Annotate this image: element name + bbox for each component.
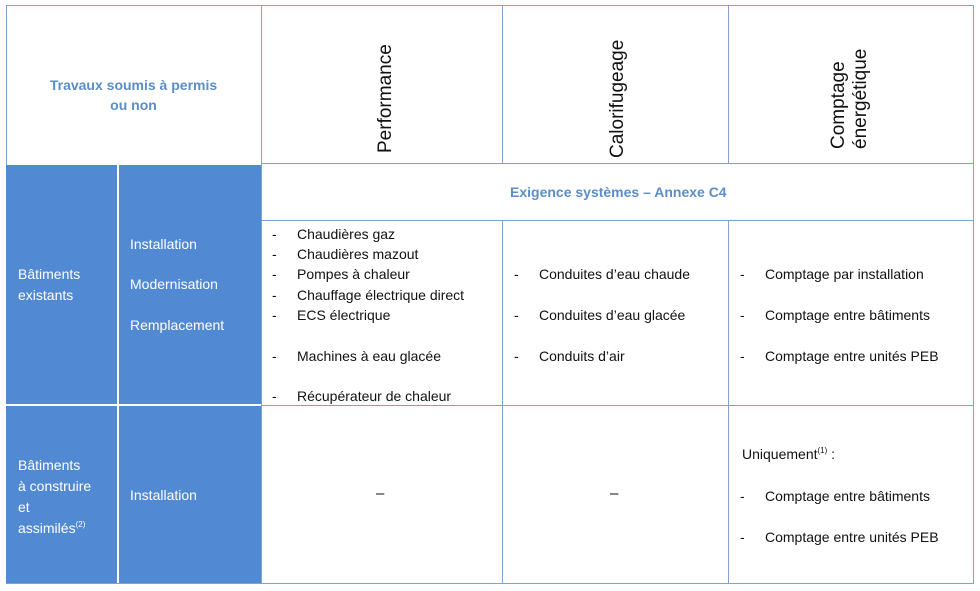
column-header-performance [375,23,397,153]
item-text: Comptage entre unités PEB [765,348,939,364]
row1-work-type-remplacement: Remplacement [130,317,225,333]
item-text: Chauffage électrique direct [297,287,465,303]
bullet: - [272,307,277,323]
row1-performance-item [272,306,390,324]
row1-performance-item [272,225,395,243]
item-text: Comptage entre unités PEB [765,529,939,545]
footnote-ref: (1) [817,446,828,455]
border-col-performance [261,5,262,584]
column-header-performance-label: Performance [375,44,396,153]
item-text: Récupérateur de chaleur [297,388,452,404]
footnote-ref: (2) [75,520,86,529]
item-text: Comptage entre bâtiments [765,307,930,323]
corner-title-line2: ou non [110,97,157,113]
row1-comptage-item [740,265,924,283]
side-divider-vertical [117,165,119,583]
item-text: ECS électrique [297,307,391,323]
item-text: Machines à eau glacée [297,348,441,364]
row2-building-type [18,455,91,539]
border-col-calorifugeage [502,5,503,164]
row1-performance-item [272,286,464,304]
row1-comptage-item [740,306,930,324]
bullet: - [272,246,277,262]
row2-calorifugeage-none: – [610,485,619,502]
row2-building-type-line1: Bâtiments [18,457,81,473]
corner-title [6,75,261,115]
item-text: Conduits d’air [539,348,625,364]
row2-building-type-line3: et [18,499,30,515]
item-text: Comptage entre bâtiments [765,488,930,504]
item-text: Conduites d’eau glacée [539,307,686,323]
bullet: - [740,266,745,282]
border-section-title-bottom [261,220,974,221]
bullet: - [272,226,277,242]
border-col-calorifugeage-lower [502,220,503,584]
bullet: - [740,307,745,323]
bullet: - [514,348,519,364]
section-title: Exigence systèmes – Annexe C4 [510,184,727,200]
item-text: Conduites d’eau chaude [539,266,691,282]
bullet: - [272,348,277,364]
row2-building-type-line2: à construire [18,478,92,494]
border-row-divider [261,405,974,406]
comptage-intro-text: Uniquement [742,446,818,462]
border-bottom [6,583,974,584]
border-top [6,5,974,6]
row1-calorifugeage-item [514,265,690,283]
bullet: - [272,266,277,282]
item-text: Chaudières mazout [297,246,419,262]
row1-work-type-installation: Installation [130,236,197,252]
bullet: - [740,529,745,545]
row1-calorifugeage-item [514,347,625,365]
item-text: Chaudières gaz [297,226,396,242]
row1-calorifugeage-item [514,306,685,324]
bullet: - [272,388,277,404]
row1-work-types [130,234,224,335]
row1-building-type-line1: Bâtiments [18,266,81,282]
bullet: - [272,287,277,303]
row2-comptage-intro [742,445,835,463]
column-header-calorifugeage [607,18,629,158]
row2-comptage-item [740,528,939,546]
column-header-comptage [828,29,872,149]
row1-performance-item [272,387,451,405]
item-text: Pompes à chaleur [297,266,410,282]
row2-building-type-text: assimilés [18,520,76,536]
item-text: Comptage par installation [765,266,924,282]
row1-performance-item [272,265,410,283]
row1-performance-item [272,245,418,263]
bullet: - [514,266,519,282]
comptage-intro-suffix: : [827,446,836,462]
row1-building-type-line2: existants [18,287,74,303]
row1-building-type [18,264,80,306]
border-col-comptage [728,5,729,164]
border-col-comptage-lower [728,220,729,584]
column-header-comptage-line2: énergétique [850,48,871,149]
corner-title-line1: Travaux soumis à permis [49,77,218,93]
row1-work-type-modernisation: Modernisation [130,276,218,292]
side-divider-horizontal [6,404,261,406]
bullet: - [740,488,745,504]
row2-work-type-installation: Installation [130,487,197,503]
row1-performance-item [272,347,441,365]
bullet: - [740,348,745,364]
border-right [973,5,974,584]
column-header-comptage-line1: Comptage [828,61,849,149]
row2-performance-none: – [376,485,385,502]
row2-comptage-item [740,487,930,505]
column-header-calorifugeage-label: Calorifugeage [607,39,628,158]
bullet: - [514,307,519,323]
border-header-bottom [261,163,974,164]
row1-comptage-item [740,347,939,365]
row2-building-type-line4 [18,518,91,539]
